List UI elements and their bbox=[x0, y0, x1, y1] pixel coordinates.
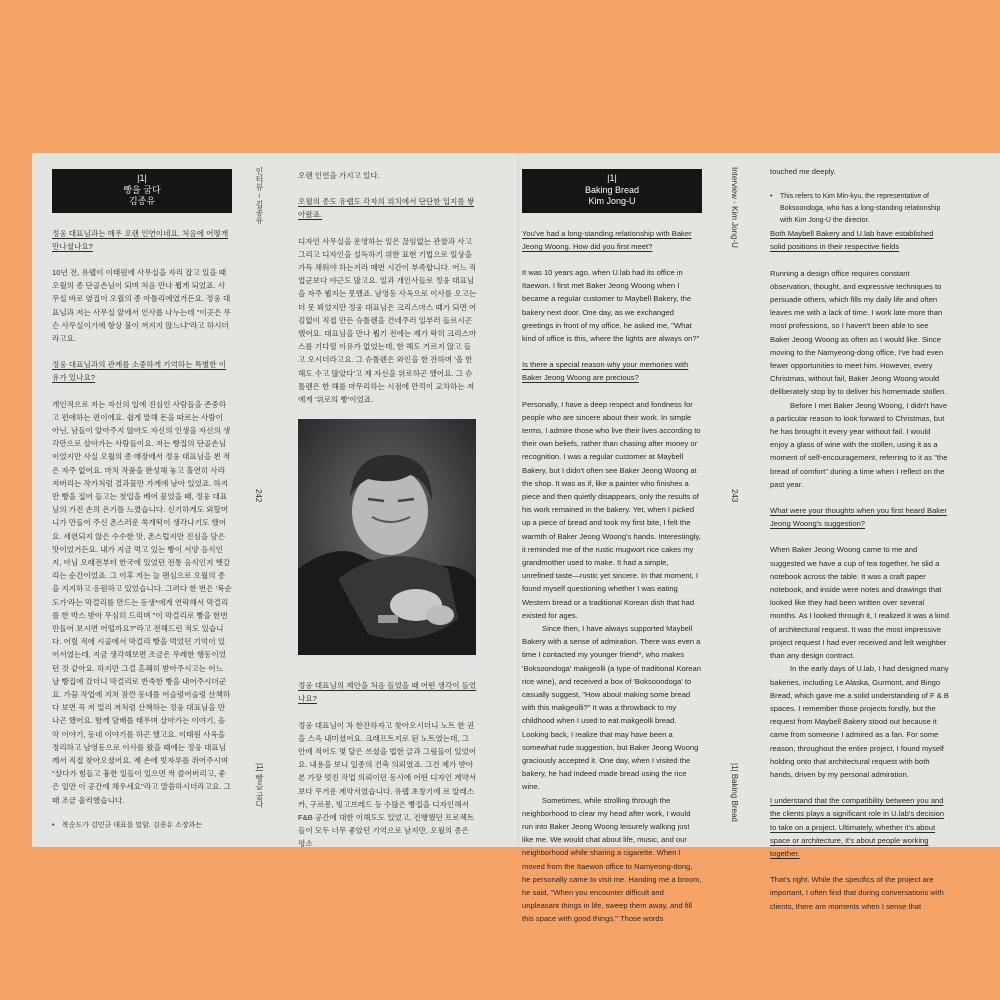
left-header-title: 빵을 굽다 bbox=[123, 184, 161, 195]
portrait-photo bbox=[298, 419, 476, 655]
page-gutter bbox=[518, 153, 519, 847]
left-page-column-1 bbox=[52, 169, 232, 845]
left-page-number: 242 bbox=[254, 489, 263, 503]
right-page-column-2 bbox=[770, 165, 950, 911]
left-header-box bbox=[52, 169, 232, 213]
interview-question: Is there a special reason why your memories with Baker Jeong Woong are precious? bbox=[522, 360, 689, 383]
interview-question: 정웅 대표님의 제안을 처음 들었을 때 어떤 생각이 들었나요? bbox=[298, 681, 477, 704]
right-running-foot: |1| Baking Bread bbox=[730, 763, 739, 822]
answer-paragraph: 오랜 인연을 가지고 있다. bbox=[298, 171, 380, 180]
right-page-number: 243 bbox=[730, 489, 739, 503]
answer-paragraph: 10년 전, 유랩이 이태원에 사무실을 자리 잡고 있을 때 오월의 종 단골손님이 되며 처음 만나 뵙게 되었죠. 사무실 바로 옆집이 오월의 종 아틀리에였거든요. 정웅 대표님과 저는 사무실 앞에서 인사를 나누는데 "이곳은 무슨 사무실이기에 항상 불이 꺼지지 않느냐"라고 하시더라고요. bbox=[52, 267, 231, 343]
answer-paragraph: touched me deeply. bbox=[770, 167, 836, 176]
right-header-title: Baking Bread bbox=[584, 184, 640, 195]
answer-paragraph: 정웅 대표님이 차 한잔하자고 찾아오시더니 노트 한 권을 스윽 내미셨어요. 크래프트지로 된 노트였는데, 그 안에 적어도 몇 달은 쓰셨을 법한 글과 그림들이 있었어요. 내용을 보니 일종의 건축 의뢰였죠. 그건 제가 받아본 가장 멋진 작업 의뢰이던 동시에 어떤 디자인 계약서보다 무거운 계약서였습니다. 유랩 초창기에 르 알래스카, 구르몽, 빙고브레드 등 수많은 빵집을 디자인해서 F&B 공간에 대한 이해도도 있었고, 진행했던 프로젝트들이 모두 너무 좋았던 기억으로 남지만, 오월의 종은 평소 bbox=[298, 720, 477, 849]
interview-question: 오월의 종도 유랩도 각자의 위치에서 단단한 입지를 쌓아왔죠. bbox=[298, 197, 475, 220]
answer-paragraph: That's right. While the specifics of the project are important, I often find that during conversations with clients, there are moments when I sense that bbox=[770, 875, 944, 911]
interview-question: What were your thoughts when you first heard Baker Jeong Woong's suggestion? bbox=[770, 506, 947, 529]
left-running-head: 인터뷰 – 김종유 bbox=[255, 167, 264, 224]
answer-paragraph: Before I met Baker Jeong Woong, I didn't have a particular reason to look forward to Christmas, but he has brought it every year without fail. I would enjoy a glass of wine with the stollen, using it as a moment of self-encouragement, referring to it as "the bread of comfort" during a time when I reflect on the past year. bbox=[770, 400, 948, 489]
right-running-head: Interview - Kim Jong-U bbox=[730, 167, 739, 248]
answer-paragraph: Since then, I have always supported Maybell Bakery with a sense of admiration. There was even a time I contacted my younger friend*, who makes 'Boksoondoga' makgeolli (a type of traditional Korean rice wine), and received a box of 'Boksoondoga' to casually suggest, "How about making some bread with this makgeolli?" It was a throwback to my childhood when I used to eat makgeolli bread. Looking back, I realize that may have been a somewhat rude suggestion, but Baker Jeong Woong graciously accepted it. One day, when I visited the bakery, he had indeed made bread using the rice wine. bbox=[522, 623, 701, 792]
answer-paragraph: Personally, I have a deep respect and fondness for people who are sincere about their work. In simple terms, I admire those who live their lives according to their own beliefs, rather than chasing after money or recognition. I was a regular customer at Maybell Bakery, but I didn't often see Baker Jeong Woong at the shop. It was as if, like a painter who finishes a piece and then quietly disappears, only the results of his work remained in the bakery. Yet, when I picked up a piece of bread and took my first bite, I felt the warmth of Baker Jeong Woong's hands. Interestingly, it reminded me of the rustic mugwort rice cakes my grandmother used to make. It had a simple, unrefined taste—rustic yet sincere. In that moment, I found myself questioning whether I was eating Western bread or a traditional Korean dish that had existed for ages. bbox=[522, 399, 701, 620]
left-running-foot: |1| 빵을 굽다 bbox=[255, 763, 264, 809]
right-header-number: |1| bbox=[607, 173, 617, 183]
right-header-name: Kim Jong-U bbox=[588, 196, 636, 206]
answer-paragraph: It was 10 years ago, when U.lab had its office in Itaewon. I first met Baker Jeong Woong when I became a regular customer to Maybell Bakery, the bakery next door. One day, as we exchanged greetings in front of my office, he asked me, "What kind of office is this, where the lights are always on?" bbox=[522, 267, 700, 343]
right-header-box bbox=[522, 169, 702, 213]
left-page-column-2 bbox=[298, 169, 478, 849]
answer-paragraph: Sometimes, while strolling through the neighborhood to clear my head after work, I would run into Baker Jeong Woong leisurely walking just like me. We would chat about life, music, and our neighborhood while sharing a cigarette. When I moved from the Itaewon office to Namyeong-dong, he personally came to visit me. Handing me a broom, he said, "When you encounter difficult and unpleasant things in life, sweep them away, and fill this space with good things." Those words bbox=[522, 795, 702, 924]
answer-paragraph: Running a design office requires constant observation, thought, and expressive techniques to persuade others, which fills my daily life and often leaves me with a lack of time. I work late more than most professions, so I haven't been able to see Baker Jeong Woong as often as I would like. Since moving to the Namyeong-dong office, I've had even fewer opportunities to meet him. However, every Christmas, without fail, Baker Jeong Woong would deliberately stop by to deliver his homemade stollen. bbox=[770, 268, 947, 397]
left-header-number: |1| bbox=[137, 173, 147, 183]
footnote: • This refers to Kim Min-kyu, the representative of Boksoondoga, who has a long-standing relationship with Kim Jong-U the director. bbox=[770, 191, 950, 227]
answer-paragraph: When Baker Jeong Woong came to me and suggested we have a cup of tea together, he slid a notebook across the table. It was a craft paper notebook, and inside were notes and drawings that looked like they had been written over several months. As I looked through it, I realized it was a kind of architectural request. It was the most impressive project request I had ever received and felt weightier than any design contract. bbox=[770, 545, 949, 661]
interview-question: I understand that the compatibility between you and the clients plays a significant role in U.lab's decision to take on a project. Ultimately, whether it's about space or architecture, it's about people working together. bbox=[770, 796, 945, 858]
answer-paragraph: 디자인 사무실을 운영하는 일은 끊임없는 관찰과 사고 그리고 디자인을 설득하기 위한 표현 기법으로 일상을 가득 채워야 하는지라 매번 시간이 부족합니다. 어느 직업군보다 야근도 많고요. 일과 개인사들로 정웅 대표님을 자주 뵙지는 못했죠. 남영동 사옥으로 이사를 오고는 더 못 뵈었지만 정웅 대표님은 크리스마스 때가 되면 어김없이 직접 만든 슈톨렌을 건네주러 일부러 들르시곤 했어요. 대표님을 만나 뵙기 전에는 제가 딱히 크리스마스를 기다릴 이유가 없었는데, 한 해도 거르지 않고 들고 오시더라고요. 그 슈톨렌은 와인을 한 잔하며 '올 한 해도 수고 많았다'고 제 자신을 위로하곤 했어요. 그 슈톨렌은 한 해를 마무리하는 시점에 만끽이 교차하는 저에게 '위로의 빵'이었죠. bbox=[298, 236, 477, 405]
interview-question: 정웅 대표님과의 관계를 소중하게 기억하는 특별한 이유가 있나요? bbox=[52, 360, 227, 383]
answer-paragraph: 개인적으로 저는 자신의 일에 진심인 사람들을 존중하고 편애하는 편이에요. 쉽게 말해 돈을 따르는 사람이 아닌, 남들이 알아주지 않아도 자신의 인생을 자신의 생각만으로 살아가는 사람들이요. 저는 빵집의 단골손님이었지만 사실 오월의 종 매장에서 정웅 대표님을 뵌 적은 자주 없어요. 마치 작품을 완성해 놓고 홀연히 사라져버리는 작가처럼 결과물만 가게에 남아 있었죠. 하지만 빵을 집어 들고는 첫입을 베어 물었을 때, 정웅 대표님의 가진 손의 온기를 느꼈습니다. 신기하게도 외할머니가 만들어 주신 촌스러운 쑥개떡이 생각나기도 했어요. 세련되지 않은 수수한 맛, 촌스럽지만 진심을 담은 맛이었거든요. 내가 지금 먹고 있는 빵이 서양 음식인지, 아님 오래전부터 한국에 있었던 전통 음식인지 헷갈리는 순간이었죠. 그 이후 저는 늘 팬심으로 오월의 종을 지지하고 응원하고 있었습니다. 그러다 한 번은 '복순도가'라는 막걸리를 만드는 동생*에게 연락해서 막걸리를 한 박스 받아 무심히 드리며 "이 막걸리로 빵을 한번 만들어 보시면 어떨까요?"라고 전해드린 적도 있습니다. 어릴 적에 시골에서 막걸리 빵을 먹었던 기억이 있어서였는데, 지금 생각해보면 조금은 무례한 행동이었던 것 같아요. 하지만 그걸 흔쾌히 받아주시고는 어느 날 빵집에 갔더니 막걸리로 반죽한 빵을 내어주시더군요. 가끔 작업에 지쳐 잠깐 동네를 어슬렁어슬렁 산책하다 보면 꼭 저 멀리 저처럼 산책하는 정웅 대표님을 만나곤 했어요. 함께 담배를 태우며 살아가는 이야기, 음악 이야기, 동네 이야기를 하곤 했고요. 이태원 사옥을 정리하고 남영동으로 이사를 왔을 때에는 정웅 대표님께서 직접 찾아오셨어요. 제 손에 빗자루를 쥐어주시며 "살다가 힘들고 흉한 일들이 있으면 싹 쓸어버리고, 좋은 일만 이 공간에 채우세요"라고 말씀하시더라고요. 그때 조금 울컥했습니다. bbox=[52, 399, 232, 805]
left-header-name: 김종유 bbox=[128, 196, 156, 206]
right-page-column-1 bbox=[522, 169, 702, 924]
interview-question: You've had a long-standing relationship with Baker Jeong Woong. How did you first meet? bbox=[522, 228, 692, 251]
interview-question: 정웅 대표님과는 매우 오랜 인연이네요. 처음에 어떻게 만나셨나요? bbox=[52, 228, 229, 251]
magazine-spread bbox=[32, 153, 1000, 924]
answer-paragraph: In the early days of U.lab, I had designed many bakeries, including Le Alaska, Gurmont, and Bingo Bread, which gave me a solid understanding of F & B spaces. I remember those projects fondly, but the request from Maybell Bakery stood out because it came from someone I admired as a fan. For some reason, throughout the entire project, I found myself holding onto that architectural request with both hands, driven by my personal admiration. bbox=[770, 664, 949, 779]
interview-question: Both Maybell Bakery and U.lab have established solid positions in their respective fields bbox=[770, 229, 934, 252]
footnote: • 복순도가 김민규 대표를 말함. 김종유 소장과는 bbox=[52, 820, 232, 832]
